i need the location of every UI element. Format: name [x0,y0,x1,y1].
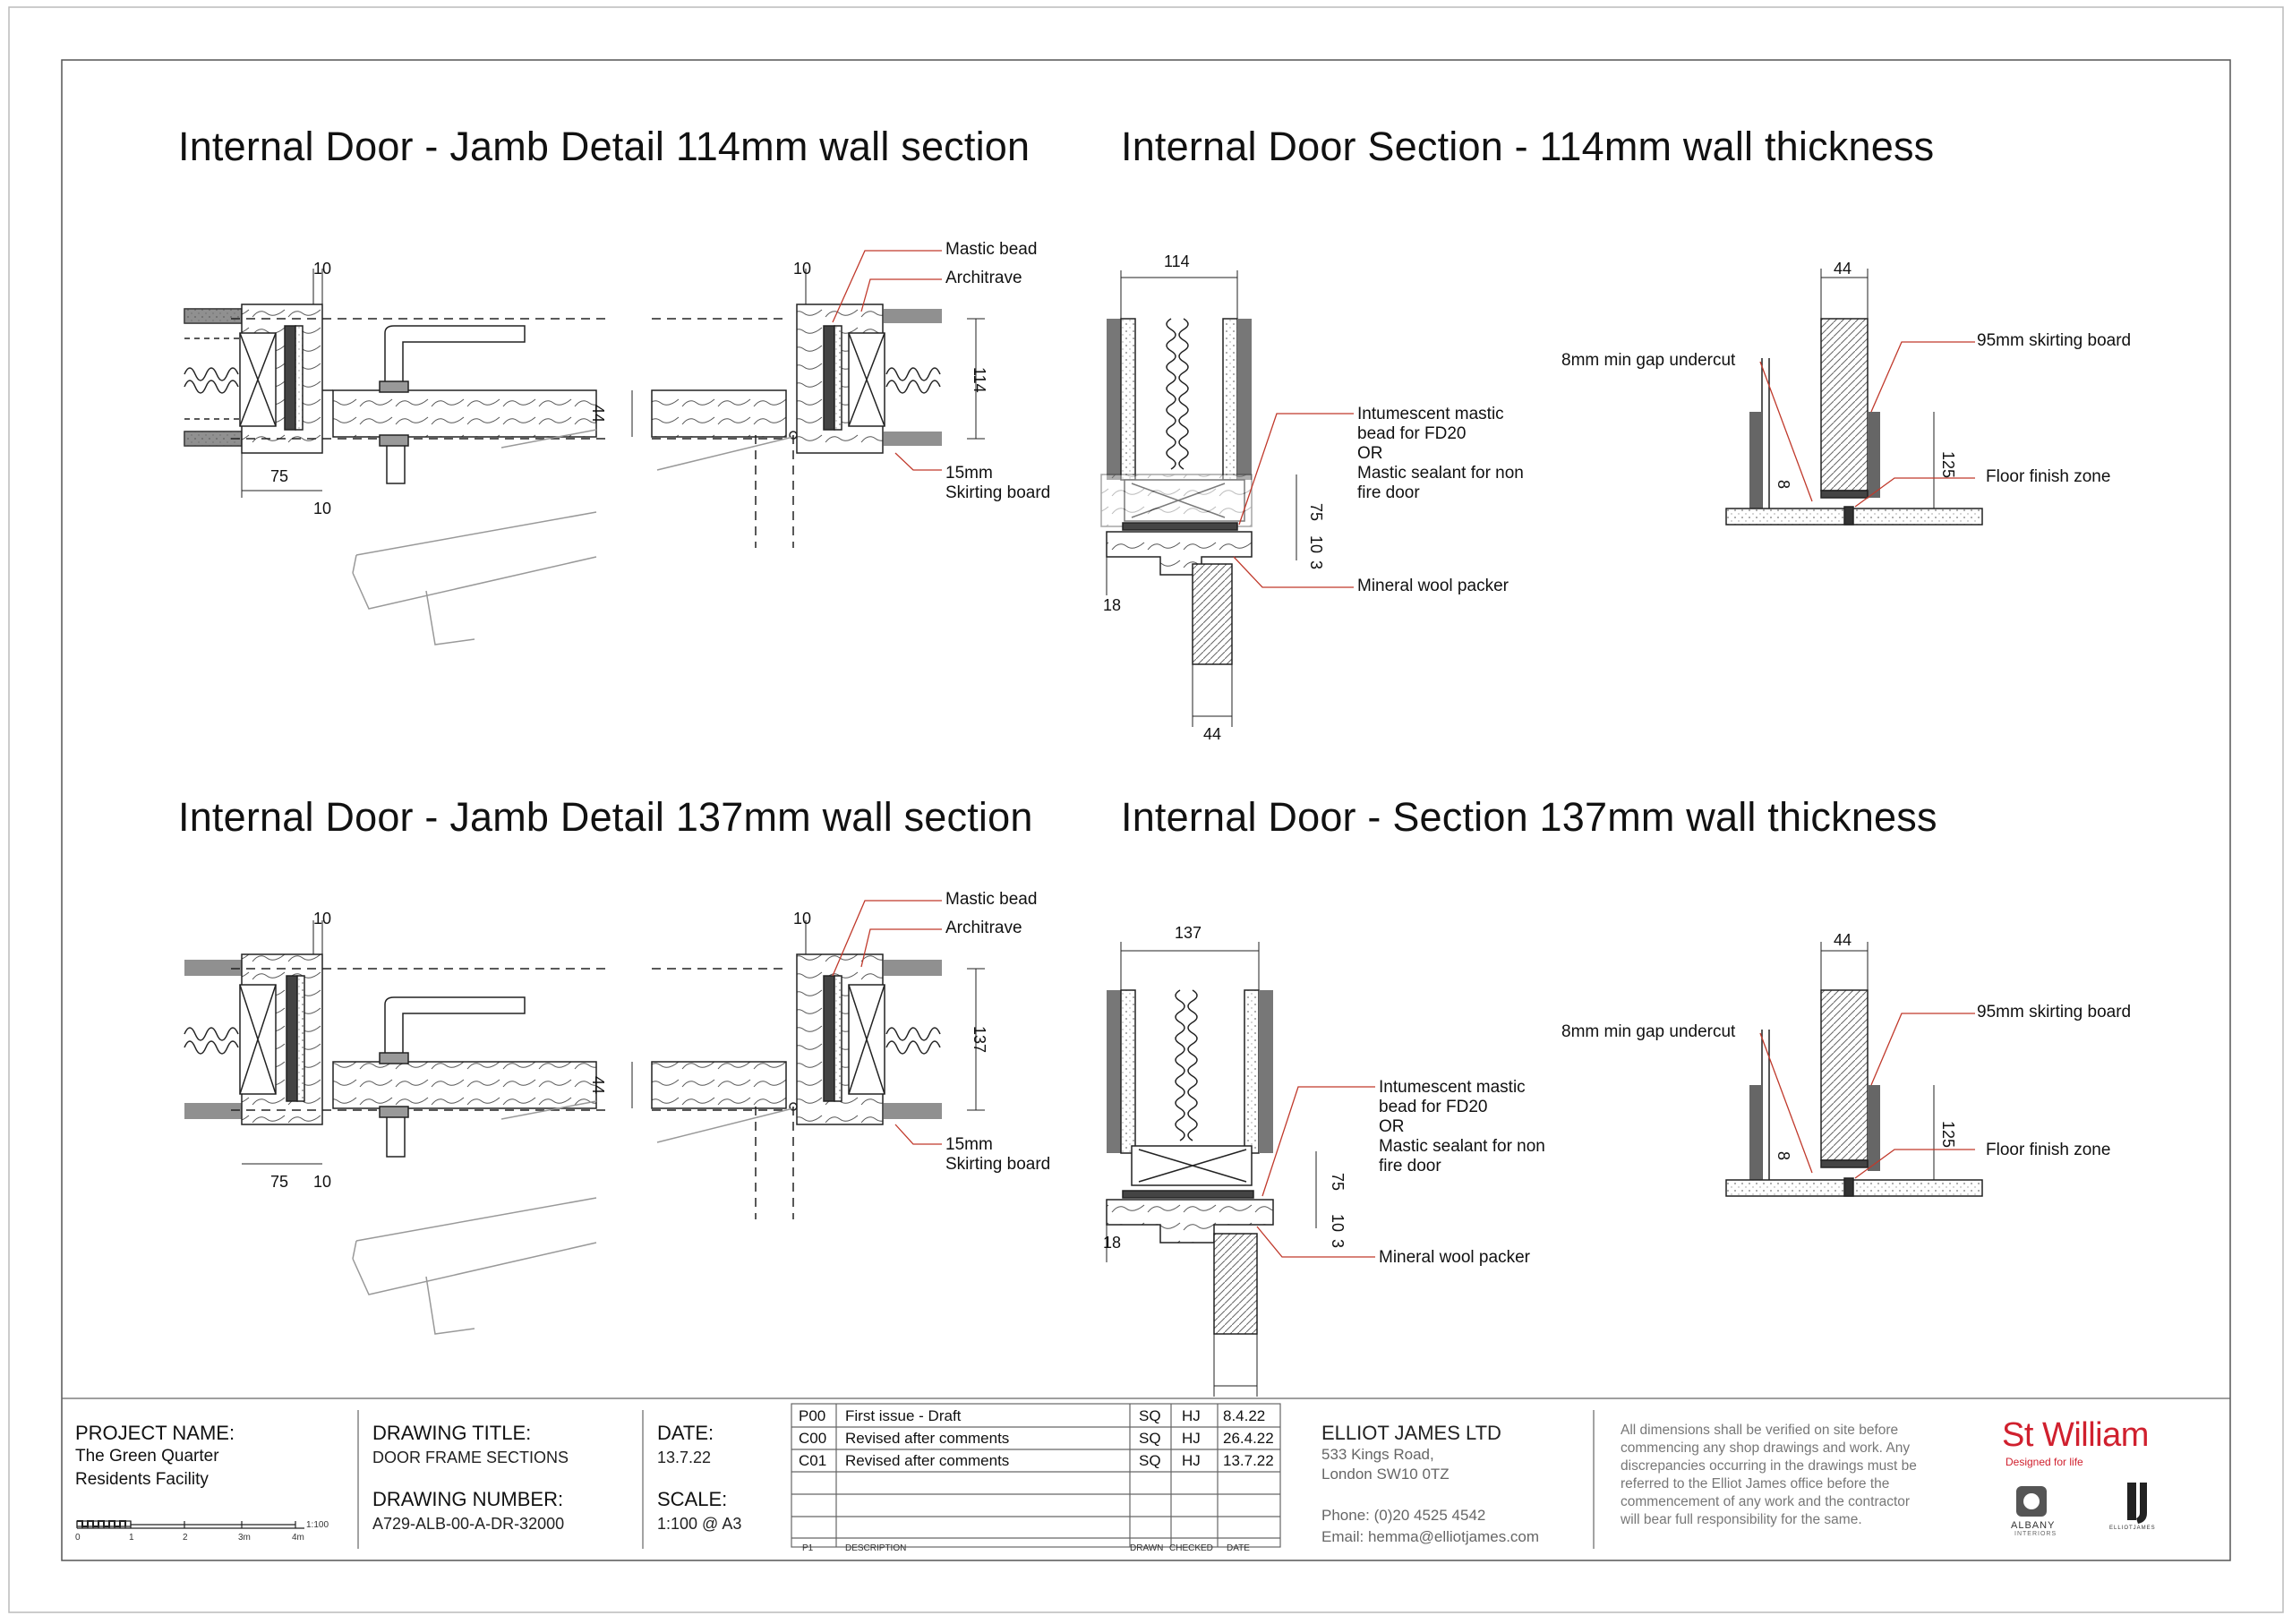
project-name-label: PROJECT NAME: [75,1422,235,1444]
rev-header-drawn: DRAWN [1130,1543,1164,1553]
label-skirting-15-2: 15mm [945,1135,993,1154]
title-jamb-137: Internal Door - Jamb Detail 137mm wall section [178,794,1033,840]
dim-18: 18 [1103,596,1122,614]
dim-3-a: 3 [1307,560,1325,570]
rev-1-date: 26.4.22 [1223,1430,1274,1447]
label-intumescent-1e: fire door [1357,483,1420,502]
rev-0-desc: First issue - Draft [845,1407,962,1424]
label-mastic-bead-2: Mastic bead [945,890,1038,909]
rev-header-date: DATE [1227,1543,1250,1553]
label-skirting-95-2: 95mm skirting board [1977,1003,2132,1021]
dim-10-h: 10 [1329,1214,1347,1233]
label-intumescent-2c: OR [1379,1117,1405,1136]
rev-0-code: P00 [799,1407,826,1424]
dim-75-c: 75 [1307,503,1325,522]
label-skirting-15-1: 15mm [945,464,993,483]
dim-125-b: 125 [1939,1121,1957,1149]
dim-137: 137 [971,1026,988,1054]
dim-10-b: 10 [793,260,812,278]
label-intumescent-2e: fire door [1379,1157,1441,1175]
firm-phone: Phone: (0)20 4525 4542 [1321,1507,1486,1524]
dim-18-b: 18 [1103,1234,1122,1252]
section-137 [1107,942,1316,1397]
label-skirting-board-2: Skirting board [945,1155,1051,1174]
elliotjames-logo-text: ELLIOTJAMES [2109,1526,2156,1531]
floor-detail-137 [1726,942,1982,1196]
dim-3-b: 3 [1329,1239,1347,1249]
section-114 [1101,270,1296,727]
rev-2-code: C01 [799,1452,827,1469]
dim-10-d: 10 [313,910,332,927]
title-jamb-114: Internal Door - Jamb Detail 114mm wall section [178,124,1031,169]
floor-detail-114 [1726,269,1982,525]
rev-2-date: 13.7.22 [1223,1452,1274,1469]
scale-tick-2: 2 [183,1533,188,1543]
label-floor-finish-1: Floor finish zone [1986,467,2111,486]
label-skirting-95-1: 95mm skirting board [1977,331,2132,350]
dim-114-b: 114 [1164,252,1190,270]
st-william-tagline: Designed for life [2006,1456,2083,1468]
rev-1-drawn: SQ [1139,1430,1161,1447]
rev-2-drawn: SQ [1139,1452,1161,1469]
scale-value: 1:100 @ A3 [657,1515,742,1533]
label-mastic-bead-1: Mastic bead [945,240,1038,259]
label-mineral-wool-1: Mineral wool packer [1357,577,1509,595]
dim-10-g: 10 [1307,535,1325,554]
rev-1-checked: HJ [1182,1430,1201,1447]
dim-8-b: 8 [1775,1151,1792,1161]
dim-44-e: 44 [1834,931,1852,949]
label-intumescent-2d: Mastic sealant for non [1379,1137,1545,1156]
dim-75-b: 75 [270,1173,289,1191]
rev-0-drawn: SQ [1139,1407,1161,1424]
label-skirting-board-1: Skirting board [945,483,1051,502]
date-value: 13.7.22 [657,1449,712,1466]
dim-44-d: 44 [1834,260,1852,278]
label-architrave-2: Architrave [945,919,1022,937]
label-intumescent-1a: Intumescent mastic [1357,405,1504,423]
rev-0-checked: HJ [1182,1407,1201,1424]
dim-75-d: 75 [1329,1173,1347,1192]
dim-44-b: 44 [589,1076,607,1095]
disclaimer-note: All dimensions shall be verified on site before commencing any shop drawings and work. Any discrepancies occurring in the drawings must be referred to the Elliot James office before the commencement of any work and the contractor will bear full responsibility for the same. [1621,1423,1917,1527]
project-name-line2: Residents Facility [75,1470,209,1489]
label-gap-undercut-2: 8mm min gap undercut [1561,1022,1736,1041]
label-gap-undercut-1: 8mm min gap undercut [1561,351,1736,370]
dim-44-c: 44 [1203,725,1222,743]
rev-1-code: C00 [799,1430,827,1447]
rev-2-desc: Revised after comments [845,1452,1010,1469]
dim-10-e: 10 [793,910,812,927]
dim-125-a: 125 [1939,451,1957,479]
dim-137-b: 137 [1175,924,1202,942]
scale-ratio: 1:100 [306,1520,329,1530]
rev-header-desc: DESCRIPTION [845,1543,907,1553]
jamb-detail-137 [184,920,985,1334]
elliotjames-logo [2127,1483,2147,1524]
albany-logo-text: ALBANY [2011,1520,2056,1531]
drawing-number: A729-ALB-00-A-DR-32000 [372,1515,565,1533]
project-name-line1: The Green Quarter [75,1447,219,1466]
label-architrave-1: Architrave [945,269,1022,287]
albany-logo-subtext: INTERIORS [2014,1531,2057,1537]
scale-tick-0: 0 [75,1533,81,1543]
rev-1-desc: Revised after comments [845,1430,1010,1447]
title-section-137: Internal Door - Section 137mm wall thickness [1121,794,1937,840]
rev-2-checked: HJ [1182,1452,1201,1469]
dim-10-c: 10 [313,500,332,517]
scale-tick-3: 3m [238,1533,251,1543]
label-intumescent-1d: Mastic sealant for non [1357,464,1524,483]
scale-label: SCALE: [657,1488,728,1510]
dim-75: 75 [270,467,289,485]
drawing-title-label: DRAWING TITLE: [372,1422,532,1444]
scale-tick-4: 4m [292,1533,304,1543]
label-intumescent-2b: bead for FD20 [1379,1098,1488,1116]
label-floor-finish-2: Floor finish zone [1986,1141,2111,1159]
st-william-logo: St William [2002,1416,2149,1454]
dim-10-a: 10 [313,260,332,278]
jamb-detail-114 [184,269,985,645]
firm-name: ELLIOT JAMES LTD [1321,1422,1501,1444]
dim-8-a: 8 [1775,480,1792,490]
albany-logo [2016,1486,2047,1517]
dim-114: 114 [971,367,988,393]
drawing-number-label: DRAWING NUMBER: [372,1488,564,1510]
rev-header-checked: CHECKED [1169,1543,1213,1553]
scale-tick-1: 1 [129,1533,134,1543]
firm-address-2: London SW10 0TZ [1321,1466,1450,1483]
rev-0-date: 8.4.22 [1223,1407,1266,1424]
dim-10-f: 10 [313,1173,332,1191]
title-section-114: Internal Door Section - 114mm wall thickness [1121,124,1935,169]
scale-bar [77,1521,304,1528]
dim-44-a: 44 [589,405,607,423]
label-mineral-wool-2: Mineral wool packer [1379,1248,1530,1267]
firm-email: Email: hemma@elliotjames.com [1321,1528,1540,1545]
label-intumescent-1c: OR [1357,444,1383,463]
drawing-title: DOOR FRAME SECTIONS [372,1449,569,1466]
rev-header-rev: P1 [802,1543,814,1553]
label-intumescent-1b: bead for FD20 [1357,424,1467,443]
date-label: DATE: [657,1422,714,1444]
label-intumescent-2a: Intumescent mastic [1379,1078,1526,1097]
firm-address-1: 533 Kings Road, [1321,1446,1434,1463]
